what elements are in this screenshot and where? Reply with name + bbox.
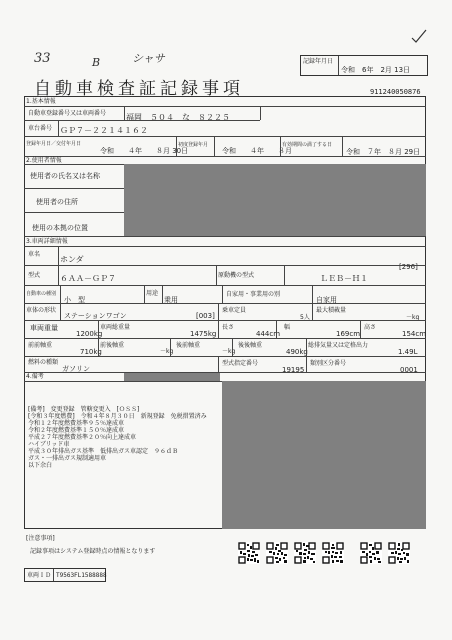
qr-code-icon <box>294 542 316 564</box>
expiry-value: 令和 ７年 ８月 29日 <box>346 148 421 156</box>
handwritten-number: 33 <box>34 51 51 66</box>
category-value: 0001 <box>400 366 418 374</box>
capacity-label: 乗車定員 <box>222 307 247 314</box>
remarks-line: 平成３０年排出ガス基準 低排出ガス車認定 ９６ｄＢ <box>28 448 179 455</box>
use-value: 乗用 <box>164 296 178 304</box>
vehicle-id-box <box>24 568 106 582</box>
rear-rear-axle-label: 後後軸重 <box>238 342 263 349</box>
vehicle-id-label: 車両ＩＤ <box>27 572 52 579</box>
qr-code-icon <box>388 542 410 564</box>
rear-rear-axle-value: 490kg <box>286 348 308 356</box>
page-title: 自動車検査証記録事項 <box>34 79 244 99</box>
length-value: 444cm <box>256 330 281 338</box>
remarks-line: [令和３年度燃費] 令和４年８月３０日 新規登録 免税措置済み <box>28 413 207 420</box>
fuel-label: 燃料の種類 <box>28 359 59 366</box>
remarks-line: [備考] 変更登録 管轄変更入 [ＯＳＳ] <box>28 406 140 413</box>
car-name-code: [296] <box>399 263 418 271</box>
car-name-label: 車名 <box>28 251 41 258</box>
gross-label: 車両総重量 <box>100 324 131 331</box>
gross-value: 1475kg <box>190 330 217 338</box>
redacted-remarks-area <box>222 381 426 529</box>
maxload-label: 最大積載量 <box>316 307 347 314</box>
reg-date-value: 令和 ４年 ８月 30日 <box>100 147 189 155</box>
front-rear-axle-value: －kg <box>160 348 174 355</box>
remarks-line: ガス・一排出ガス規制適用車 <box>28 455 107 462</box>
width-value: 169cm <box>336 330 361 338</box>
section-remarks-header: 4.備考 <box>26 373 44 380</box>
remarks-line: 以下余白 <box>28 462 53 469</box>
first-reg-value: 令和 ４年 ８月 <box>222 147 292 155</box>
height-label: 高さ <box>364 324 377 331</box>
shape-value: ステーションワゴン <box>64 312 127 320</box>
front-rear-axle-label: 前後軸重 <box>100 342 125 349</box>
user-address-label: 使用者の住所 <box>36 198 78 206</box>
qr-code-icon <box>238 542 260 564</box>
rear-front-axle-label: 後前軸重 <box>176 342 201 349</box>
qr-code-icon <box>360 542 382 564</box>
vehicle-id-value: T9563FL1588888 <box>56 572 107 579</box>
notes-header: [注意事項] <box>26 535 55 542</box>
fuel-value: ガソリン <box>62 365 90 373</box>
model-value: ６ＡＡ－ＧＰ７ <box>60 274 116 283</box>
user-name-label: 使用者の氏名又は名称 <box>30 172 100 180</box>
car-name-value: ホンダ <box>60 255 84 264</box>
section-user-header: 2.使用者情報 <box>26 157 62 164</box>
reg-number-value: 福岡 ５０４ な ８２２５ <box>126 113 230 122</box>
kind-label: 自動車の種別 <box>26 291 57 297</box>
engine-label: 原動機の型式 <box>218 272 255 279</box>
capacity-value: 5人 <box>300 314 310 321</box>
length-label: 長さ <box>222 324 235 331</box>
remarks-line: ハイブリッド車 <box>28 441 70 448</box>
redacted-remarks-strip <box>124 373 220 381</box>
weight-value: 1200kg <box>76 330 103 338</box>
kind-value: 小 型 <box>64 296 85 304</box>
designation-label: 型式指定番号 <box>222 360 259 367</box>
qr-code-icon <box>266 542 288 564</box>
handwritten-letter: B <box>92 56 101 69</box>
use-label: 用途 <box>146 290 159 297</box>
notes-text: 記録事項はシステム登録時点の情報となります <box>30 548 156 555</box>
designation-value: 19195 <box>282 366 305 374</box>
expiry-label: 有効期間の満了する日 <box>282 142 333 148</box>
category-label: 類別区分番号 <box>310 360 347 367</box>
shape-label: 車体の形状 <box>26 307 57 314</box>
record-date-label: 記録年月日 <box>303 58 334 65</box>
reg-number-label: 自動車登録番号又は車両番号 <box>28 110 107 117</box>
front-front-axle-value: 710kg <box>80 348 102 356</box>
chassis-label: 車台番号 <box>28 125 53 132</box>
check-mark-icon <box>410 28 428 44</box>
remarks-line: 令和１２年度燃費基準９５％達成車 <box>28 420 125 427</box>
engine-value: ＬＥＢ－Ｈ１ <box>320 274 368 283</box>
user-base-label: 使用の本拠の位置 <box>32 224 88 232</box>
handwritten-note: シャサ <box>132 52 165 65</box>
qr-code-icon <box>322 542 344 564</box>
rear-front-axle-value: －kg <box>222 348 236 355</box>
width-label: 幅 <box>284 324 291 331</box>
displacement-label: 総排気量又は定格出力 <box>308 342 369 349</box>
redacted-user-info <box>124 164 426 236</box>
remarks-line: 平成２７年度燃費基準２０％向上達成車 <box>28 434 137 441</box>
document-number: 911240050876 <box>370 88 421 96</box>
height-value: 154cm <box>402 330 427 338</box>
record-date-value: 令和 6年 2月 13日 <box>341 66 411 74</box>
remarks-line: 令和２年度燃費基準１５０％達成車 <box>28 427 125 434</box>
weight-label: 車両重量 <box>30 324 58 332</box>
shape-code: [003] <box>196 312 215 320</box>
business-label: 自家用・事業用の別 <box>226 291 281 298</box>
section-basic-header: 1.基本情報 <box>26 98 56 105</box>
displacement-value: 1.49L <box>398 348 418 356</box>
record-date-box <box>300 55 428 76</box>
business-value: 自家用 <box>316 296 337 304</box>
front-front-axle-label: 前前軸重 <box>28 342 53 349</box>
chassis-value: ＧＰ７－２２１４１６２ <box>60 126 148 135</box>
maxload-value: －kg <box>406 314 420 321</box>
model-label: 型式 <box>28 272 41 279</box>
first-reg-label: 初度登録年月 <box>178 142 209 148</box>
section-vehicle-header: 3.車両詳細情報 <box>26 238 68 245</box>
remarks-list <box>28 406 207 469</box>
reg-date-label: 登録年月日／交付年月日 <box>26 141 82 147</box>
